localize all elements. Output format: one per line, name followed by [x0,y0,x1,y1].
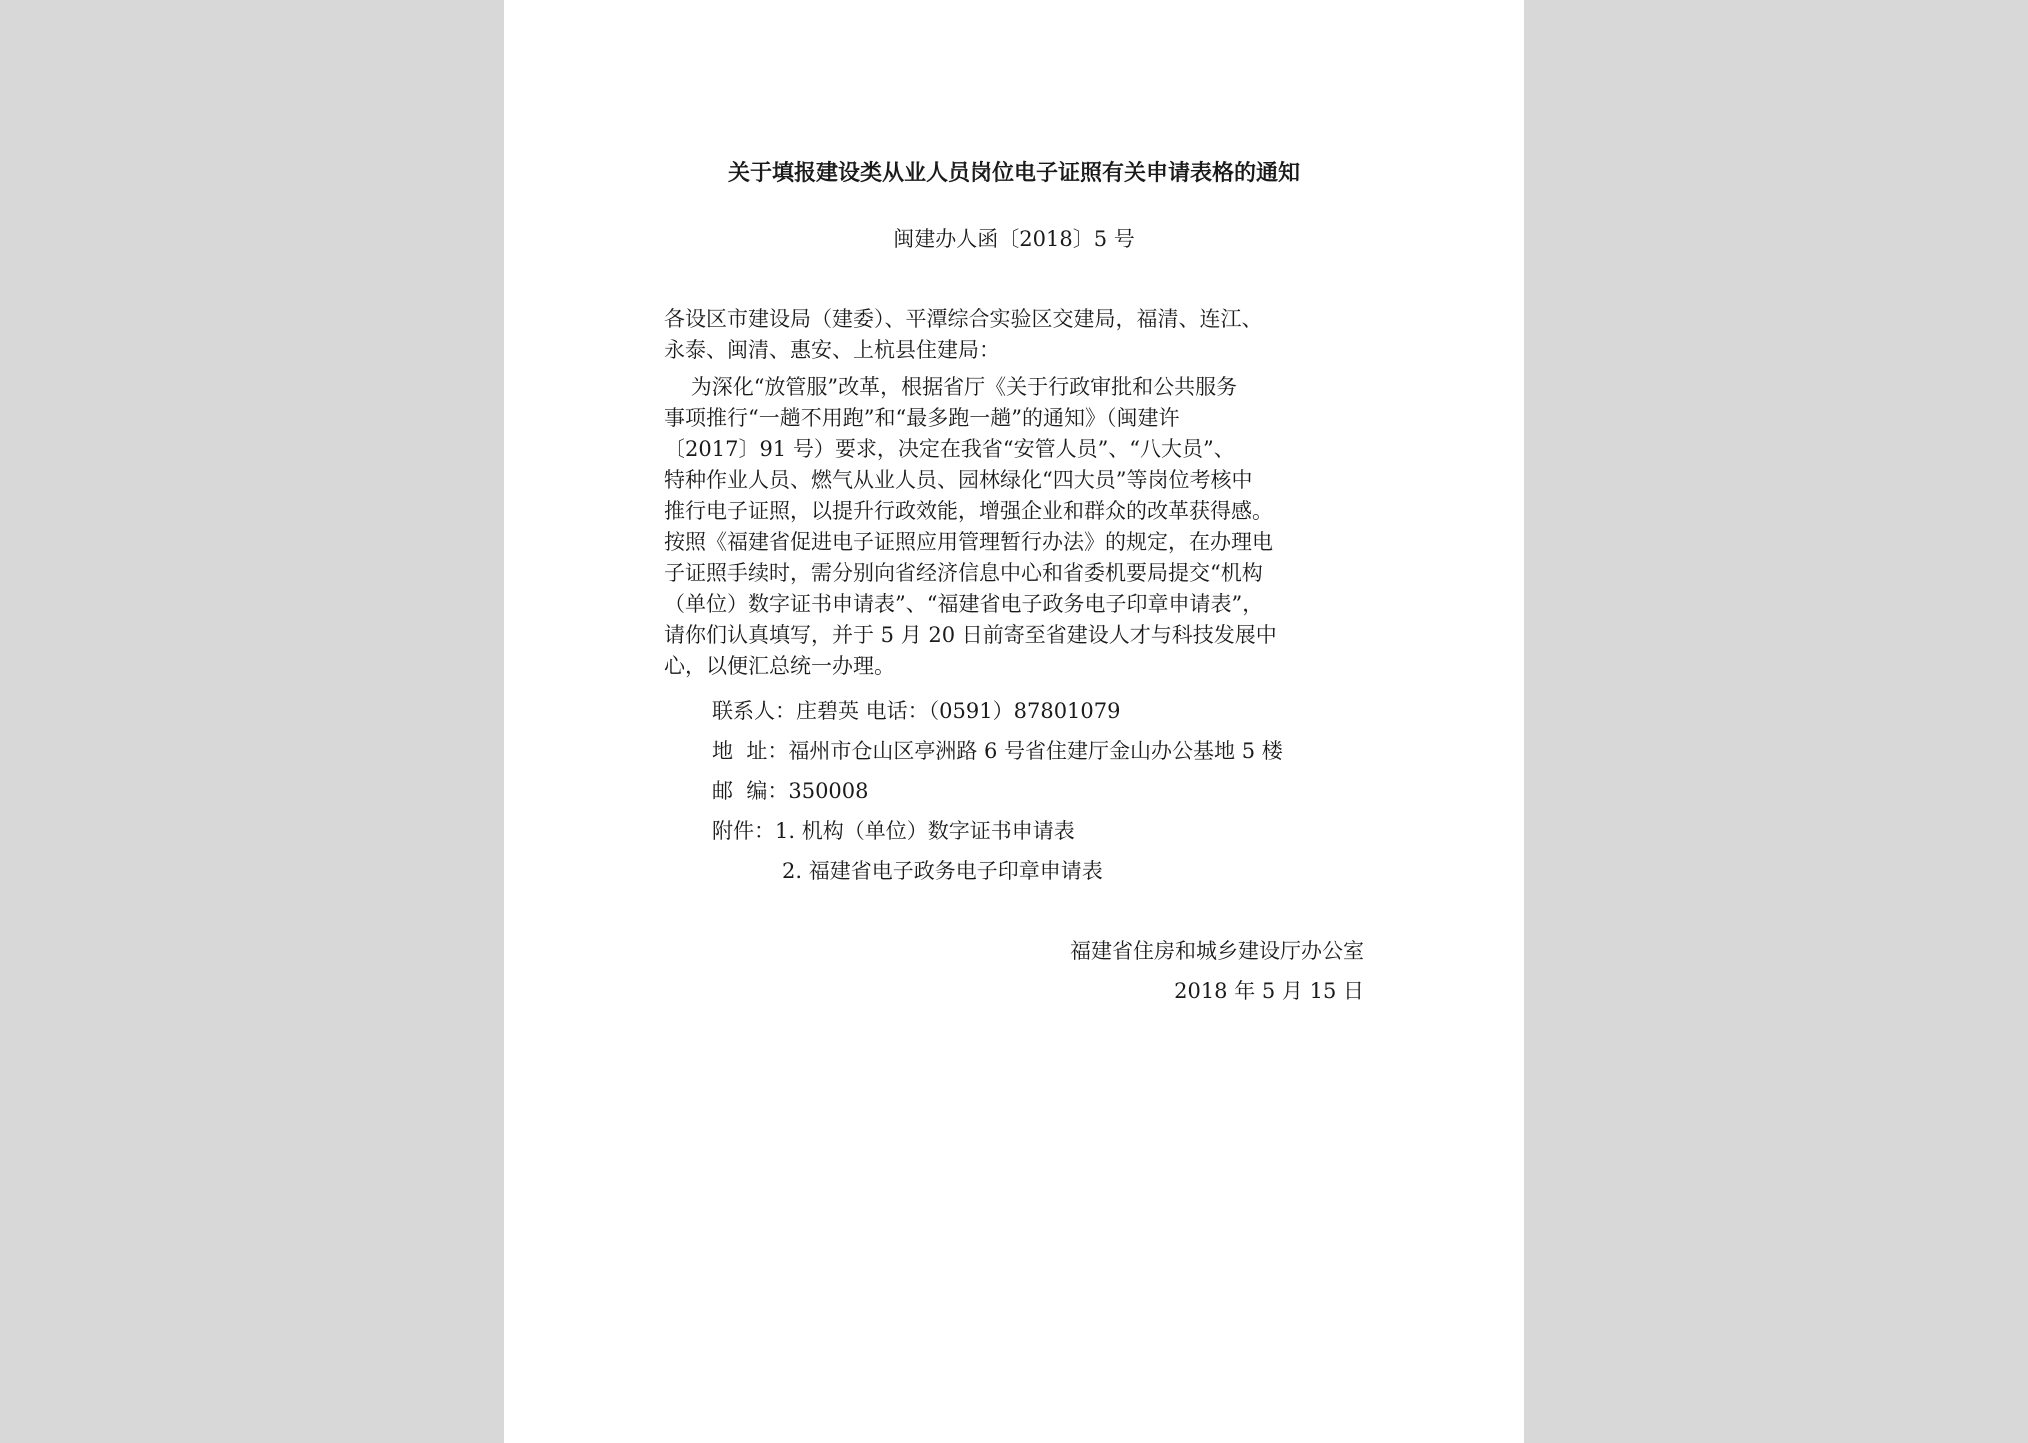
document-title: 关于填报建设类从业人员岗位电子证照有关申请表格的通知 [727,161,1300,186]
body-line: 请你们认真填写，并于 5 月 20 日前寄至省建设人才与科技发展中 [664,623,1277,647]
document-page [504,0,1524,1443]
attachment-1: 附件：1. 机构（单位）数字证书申请表 [712,819,1075,843]
body-paragraph [664,372,1364,682]
salutation [664,304,1364,366]
salutation-line: 各设区市建设局（建委）、平潭综合实验区交建局，福清、连江、 [664,307,1263,331]
salutation-line: 永泰、闽清、惠安、上杭县住建局： [664,338,1000,362]
attachment-2: 2. 福建省电子政务电子印章申请表 [782,859,1103,883]
body-line: 子证照手续时，需分别向省经济信息中心和省委机要局提交“机构 [664,561,1263,585]
body-line: 为深化“放管服”改革，根据省厅《关于行政审批和公共服务 [664,375,1238,399]
body-line: 〔2017〕91 号）要求，决定在我省“安管人员”、“八大员”、 [664,437,1235,461]
body-line: 特种作业人员、燃气从业人员、园林绿化“四大员”等岗位考核中 [664,468,1253,492]
body-line: 推行电子证照，以提升行政效能，增强企业和群众的改革获得感。 [664,499,1273,523]
contact-person: 联系人：庄碧英 电话：（0591）87801079 [712,699,1121,723]
body-line: 心，以便汇总统一办理。 [664,654,895,678]
body-line: 事项推行“一趟不用跑”和“最多跑一趟”的通知》（闽建许 [664,406,1180,430]
contact-address: 地 址：福州市仓山区亭洲路 6 号省住建厅金山办公基地 5 楼 [712,739,1283,763]
document-number: 闽建办人函〔2018〕5 号 [893,227,1135,251]
body-line: （单位）数字证书申请表”、“福建省电子政务电子印章申请表”， [664,592,1264,616]
body-line: 按照《福建省促进电子证照应用管理暂行办法》的规定，在办理电 [664,530,1273,554]
issuer-signature: 福建省住房和城乡建设厅办公室 [1070,939,1364,963]
issue-date: 2018 年 5 月 15 日 [1174,979,1364,1003]
contact-postcode: 邮 编：350008 [712,779,869,803]
